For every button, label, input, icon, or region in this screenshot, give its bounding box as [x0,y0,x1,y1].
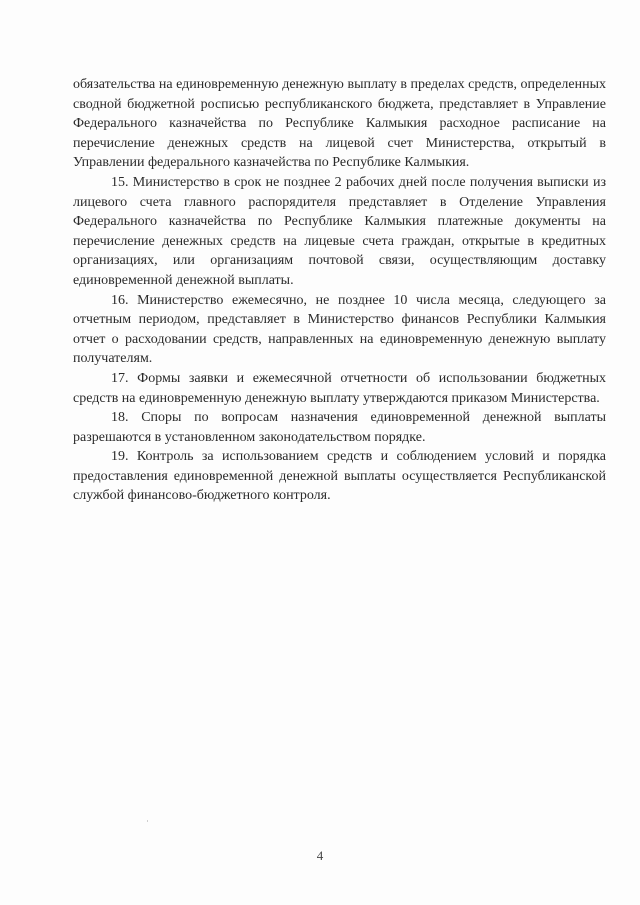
document-body [73,75,606,506]
paragraph-17: 17. Формы заявки и ежемесячной отчетности об использовании бюджетных средств на единовременную денежную выплату утверждаются приказом Министерства. [73,370,606,406]
paragraph-15: 15. Министерство в срок не позднее 2 рабочих дней после получения выписки из лицевого счета главного распорядителя представляет в Отделение Управления Федерального казначейства по Республике Калмыкия платежные документы на перечисление денежных средств на лицевые счета граждан, открытые в кредитных организациях, или организациям почтовой связи, осуществляющим доставку единовременной денежной выплаты. [73,174,606,288]
paragraph-18: 18. Споры по вопросам назначения единовременной денежной выплаты разрешаются в установленном законодательством порядке. [73,410,606,445]
scan-speck [147,820,148,822]
paragraph-continuation: обязательства на единовременную денежную выплату в пределах средств, определенных сводной бюджетной росписью республиканского бюджета, представляет в Управление Федерального казначейства по Республике Калмыкия расходное расписание на перечисление денежных средств на лицевой счет Министерства, открытый в Управлении федерального казначейства по Республике Калмыкия. [73,77,606,171]
paragraph-16: 16. Министерство ежемесячно, не позднее 10 числа месяца, следующего за отчетным периодом, представляет в Министерство финансов Республики Калмыкия отчет о расходовании средств, направленных на единовременную денежную выплату получателям. [73,292,606,367]
page-number: 4 [316,848,324,863]
paragraph-19: 19. Контроль за использованием средств и соблюдением условий и порядка предоставления единовременной денежной выплаты осуществляется Республиканской службой финансово-бюджетного контроля. [73,449,606,504]
